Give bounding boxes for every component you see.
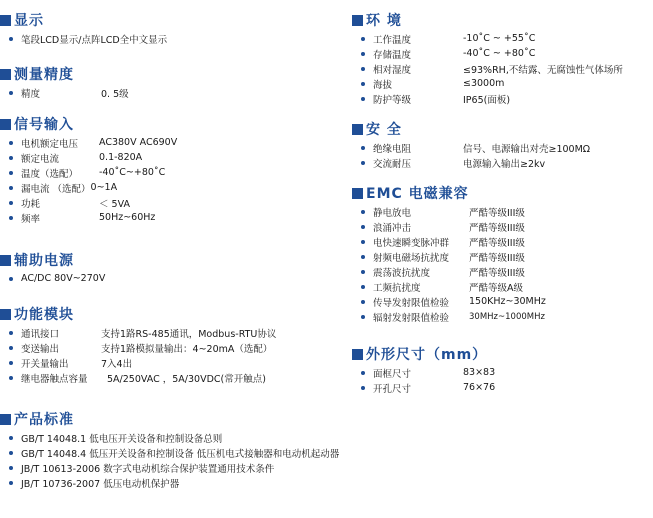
list-item [0,180,352,195]
item-label: 电机额定电压 [21,138,79,150]
item-value: 严酷等级III级 [469,222,525,234]
item-label: 工作温度 [373,34,412,46]
bullet-icon [361,52,365,56]
item-value: AC380V AC690V [99,137,178,148]
item-label: 变送输出 [21,343,60,355]
list-item [352,204,653,219]
bullet-icon [361,82,365,86]
list-item [352,294,653,309]
item-value: 严酷等级III级 [469,207,525,219]
item-label: 开孔尺寸 [373,383,412,395]
bullet-icon [9,37,13,41]
item-value: 5A/250VAC ，5A/30VDC(常开触点) [107,373,266,385]
section-safety [352,120,653,170]
bullet-icon [9,171,13,175]
section-title: 产品标准 [14,412,74,428]
list-item [352,249,653,264]
item-value: 50Hz~60Hz [99,212,156,223]
item-label: 相对湿度 [373,64,412,76]
bullet-icon [361,315,365,319]
item-label: 继电器触点容量 [21,373,88,385]
section-title: 辅助电源 [14,253,74,269]
list-item [0,460,352,475]
list-item [352,76,653,91]
list-item [352,365,653,380]
item-label: 温度（选配） [21,168,79,180]
item-label: 静电放电 [373,207,412,219]
item-label: 浪涌冲击 [373,222,412,234]
bullet-icon [9,331,13,335]
item-text: GB/T 14048.4 低压开关设备和控制设备 低压机电式接触器和电动机起动器 [21,448,340,460]
list-item [0,355,352,370]
item-label: 存储温度 [373,49,412,61]
section-marker-icon [0,255,11,266]
section-dimensions [352,345,653,395]
item-value: IP65(面板) [463,94,511,106]
section-title: 测量精度 [14,67,74,83]
row-list [0,85,352,100]
section-product-standards [0,410,352,490]
item-label: 工频抗扰度 [373,282,421,294]
bullet-icon [9,376,13,380]
row-list [0,31,352,46]
row-list [352,31,653,106]
bullet-icon [361,270,365,274]
section-title: 外形尺寸（mm） [366,347,488,363]
row-list [352,365,653,395]
item-value: 83×83 [463,367,496,378]
section-marker-icon [352,188,363,199]
bullet-icon [9,361,13,365]
list-item [0,195,352,210]
item-value: 150KHz~30MHz [469,296,546,307]
section-marker-icon [352,15,363,26]
bullet-icon [361,97,365,101]
item-label: 电快速瞬变脉冲群 [373,237,450,249]
section-precision [0,65,352,100]
list-item [352,234,653,249]
item-label: 频率 [21,213,41,225]
section-function-module [0,305,352,385]
bullet-icon [361,210,365,214]
item-value: 严酷等级A级 [469,282,523,294]
section-signal-input [0,115,352,225]
bullet-icon [361,285,365,289]
list-item [352,219,653,234]
section-marker-icon [0,119,11,130]
item-value: 30MHz~1000MHz [469,311,545,322]
section-title: EMC 电磁兼容 [366,186,469,202]
item-value: ≤3000m [463,78,505,89]
item-label: 海拔 [373,79,393,91]
item-label: 功耗 [21,198,41,210]
bullet-icon [9,216,13,220]
list-item [352,309,653,324]
section-aux-power [0,251,352,286]
item-label: 绝缘电阻 [373,143,412,155]
section-marker-icon [352,349,363,360]
section-title: 安 全 [366,122,402,138]
list-item [352,140,653,155]
item-label: 震荡波抗扰度 [373,267,431,279]
section-display [0,11,352,46]
section-marker-icon [0,69,11,80]
item-label: 漏电流 （选配） [21,183,91,195]
row-list [352,140,653,170]
item-label: 通讯接口 [21,328,60,340]
list-item [352,46,653,61]
list-item [0,325,352,340]
list-item [0,475,352,490]
bullet-icon [9,156,13,160]
item-value: 0~1A [90,182,118,193]
item-value: 严酷等级III级 [469,252,525,264]
item-label: 防护等级 [373,94,412,106]
item-value: 严酷等级III级 [469,237,525,249]
bullet-icon [361,255,365,259]
list-item [352,380,653,395]
list-item [0,210,352,225]
item-label: 辐射发射限值检验 [373,312,450,324]
section-title: 环 境 [366,13,402,29]
section-title: 功能模块 [14,307,74,323]
list-item [352,31,653,46]
list-item [0,150,352,165]
item-value: 7入4出 [101,358,133,370]
list-item [0,430,352,445]
row-list [0,135,352,225]
bullet-icon [9,346,13,350]
item-label: 交流耐压 [373,158,412,170]
list-item [352,279,653,294]
item-value: -10˚C ~ +55˚C [463,33,536,44]
bullet-icon [361,146,365,150]
bullet-icon [361,67,365,71]
item-value: ＜ 5VA [99,198,130,210]
section-emc [352,184,653,324]
item-value: -40˚C ~ +80˚C [463,48,536,59]
item-text: JB/T 10736-2007 低压电动机保护器 [21,478,180,490]
row-list [352,204,653,324]
bullet-icon [361,240,365,244]
bullet-icon [9,91,13,95]
list-item [0,135,352,150]
bullet-icon [9,466,13,470]
bullet-icon [9,186,13,190]
section-marker-icon [0,309,11,320]
item-text: AC/DC 80V~270V [21,273,106,284]
bullet-icon [361,225,365,229]
section-marker-icon [0,414,11,425]
item-label: 面框尺寸 [373,368,412,380]
list-item [0,340,352,355]
bullet-icon [9,451,13,455]
row-list [0,325,352,385]
section-title: 显示 [14,13,44,29]
list-item [0,85,352,100]
bullet-icon [361,300,365,304]
item-label: 额定电流 [21,153,60,165]
item-text: 笔段LCD显示/点阵LCD全中文显示 [21,34,168,46]
item-value: 0. 5级 [101,88,129,100]
row-list [0,430,352,490]
item-value: 电源输入输出≥2kv [463,158,546,170]
row-list [0,271,352,286]
list-item [352,91,653,106]
item-text: GB/T 14048.1 低电压开关设备和控制设备总则 [21,433,223,445]
item-value: 支持1路模拟量输出：4~20mA（选配） [101,343,273,355]
bullet-icon [9,277,13,281]
list-item [352,61,653,76]
bullet-icon [9,141,13,145]
bullet-icon [9,201,13,205]
bullet-icon [9,436,13,440]
item-label: 精度 [21,88,41,100]
item-value: 0.1-820A [99,152,143,163]
list-item [0,165,352,180]
list-item [0,370,352,385]
item-value: 严酷等级III级 [469,267,525,279]
item-text: JB/T 10613-2006 数字式电动机综合保护装置通用技术条件 [21,463,275,475]
bullet-icon [361,37,365,41]
bullet-icon [9,481,13,485]
list-item [352,264,653,279]
item-label: 传导发射限值检验 [373,297,450,309]
item-value: ≤93%RH,不结露、无腐蚀性气体场所 [463,64,623,76]
bullet-icon [361,161,365,165]
list-item [0,271,352,286]
item-label: 射频电磁场抗扰度 [373,252,450,264]
section-marker-icon [0,15,11,26]
bullet-icon [361,386,365,390]
bullet-icon [361,371,365,375]
section-environment [352,11,653,106]
item-value: -40˚C~+80˚C [99,167,166,178]
section-marker-icon [352,124,363,135]
list-item [352,155,653,170]
list-item [0,445,352,460]
list-item [0,31,352,46]
item-label: 开关量输出 [21,358,69,370]
item-value: 76×76 [463,382,496,393]
item-value: 信号、电源输出对壳≥100MΩ [463,143,591,155]
item-value: 支持1路RS-485通讯，Modbus-RTU协议 [101,328,277,340]
section-title: 信号输入 [14,117,74,133]
